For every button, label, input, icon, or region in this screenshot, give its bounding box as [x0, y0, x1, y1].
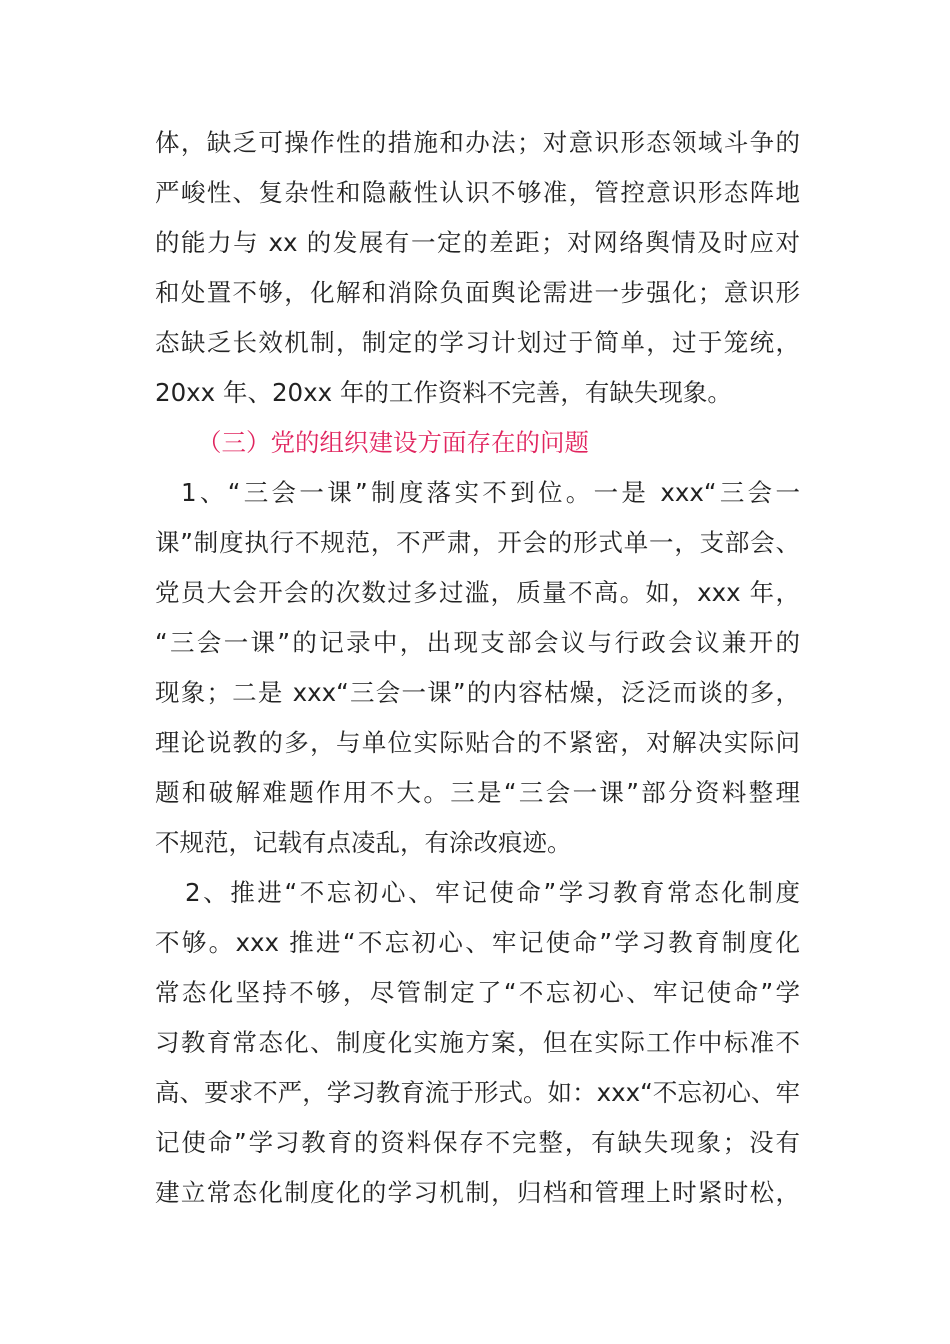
text-line: 现象；二是 xxx“三会一课”的内容枯燥，泛泛而谈的多，	[155, 678, 800, 707]
paragraph-ideology	[155, 118, 800, 418]
text-line: 2、推进“不忘初心、牢记使命”学习教育常态化制度	[185, 878, 800, 907]
section-heading: （三）党的组织建设方面存在的问题	[197, 428, 589, 457]
text-line: 体，缺乏可操作性的措施和办法；对意识形态领域斗争的	[155, 128, 800, 157]
text-line: 记使命”学习教育的资料保存不完整，有缺失现象；没有	[155, 1128, 800, 1157]
text-line: “三会一课”的记录中，出现支部会议与行政会议兼开的	[155, 628, 800, 657]
paragraph-mission-education	[155, 868, 800, 1218]
text-line: 不够。xxx 推进“不忘初心、牢记使命”学习教育制度化	[155, 928, 800, 957]
text-line: 高、要求不严，学习教育流于形式。如：xxx“不忘初心、牢	[155, 1078, 800, 1107]
text-line: 20xx 年、20xx 年的工作资料不完善，有缺失现象。	[155, 378, 732, 407]
text-line: 常态化坚持不够，尽管制定了“不忘初心、牢记使命”学	[155, 978, 800, 1007]
text-line: 建立常态化制度化的学习机制，归档和管理上时紧时松，	[155, 1178, 800, 1207]
text-line: 的能力与 xx 的发展有一定的差距；对网络舆情及时应对	[155, 228, 800, 257]
document-page	[155, 118, 800, 1218]
text-line: 课”制度执行不规范，不严肃，开会的形式单一，支部会、	[155, 528, 800, 557]
paragraph-three-meetings	[155, 468, 800, 868]
text-line: 不规范，记载有点凌乱，有涂改痕迹。	[155, 828, 572, 857]
text-line: 1、“三会一课”制度落实不到位。一是 xxx“三会一	[181, 478, 800, 507]
text-line: 习教育常态化、制度化实施方案，但在实际工作中标准不	[155, 1028, 800, 1057]
text-line: 题和破解难题作用不大。三是“三会一课”部分资料整理	[155, 778, 800, 807]
text-line: 态缺乏长效机制，制定的学习计划过于简单，过于笼统，	[155, 328, 800, 357]
text-line: 党员大会开会的次数过多过滥，质量不高。如，xxx 年，	[155, 578, 800, 607]
text-line: 严峻性、复杂性和隐蔽性认识不够准，管控意识形态阵地	[155, 178, 800, 207]
text-line: 和处置不够，化解和消除负面舆论需进一步强化；意识形	[155, 278, 800, 307]
text-line: 理论说教的多，与单位实际贴合的不紧密，对解决实际问	[155, 728, 800, 757]
